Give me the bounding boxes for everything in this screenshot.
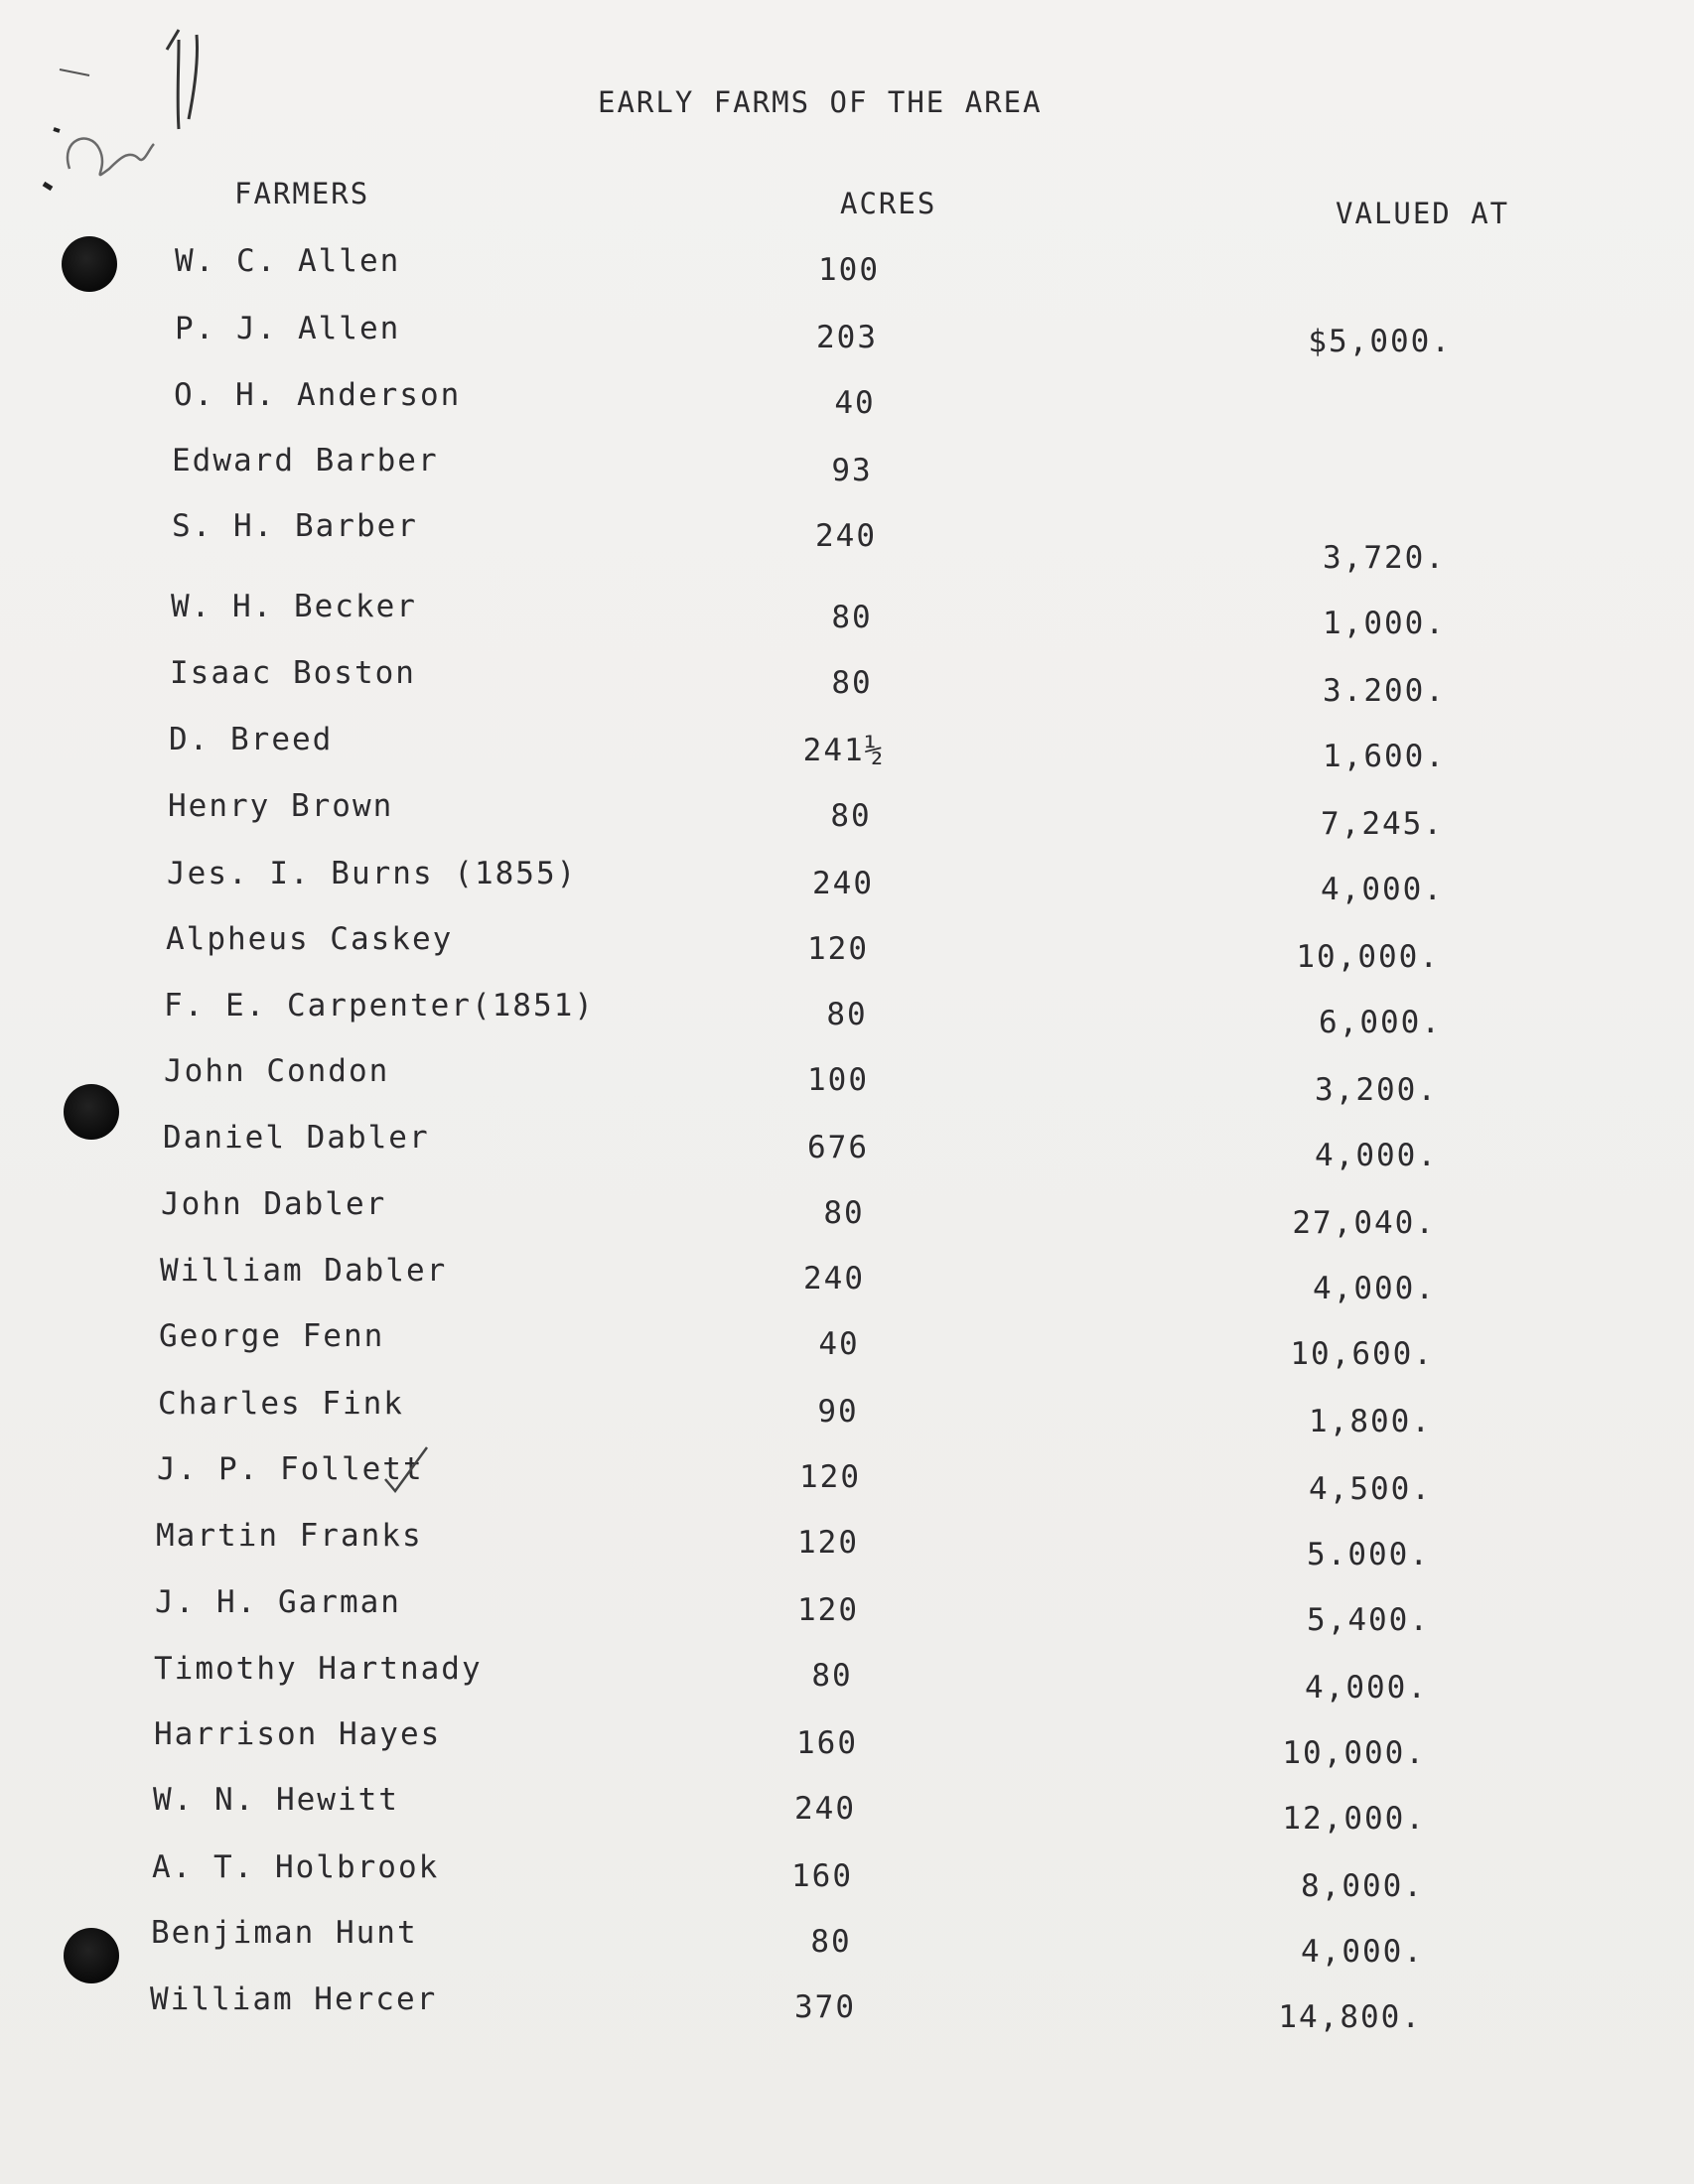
- farm-value: 10,000.: [1282, 1735, 1426, 1771]
- farm-value: 4,500.: [1309, 1471, 1432, 1507]
- farm-acres: 120: [797, 1525, 859, 1561]
- farmer-name: William Hercer: [150, 1981, 438, 2017]
- farm-value: 3.200.: [1323, 673, 1446, 709]
- farmer-name: D. Breed: [169, 722, 334, 757]
- farm-value: 8,000.: [1301, 1868, 1424, 1904]
- farmer-name: O. H. Anderson: [174, 377, 462, 413]
- farmer-name: W. H. Becker: [171, 589, 417, 624]
- farmer-name: John Condon: [164, 1053, 390, 1089]
- farm-value: 1,000.: [1323, 606, 1446, 641]
- farm-acres: 203: [816, 320, 878, 355]
- farm-acres: 160: [796, 1725, 858, 1761]
- farmer-name: Martin Franks: [156, 1518, 423, 1554]
- punch-hole-middle: [64, 1084, 119, 1140]
- punch-hole-bottom: [64, 1928, 119, 1983]
- farm-acres: 100: [818, 252, 880, 288]
- farm-acres: 80: [830, 798, 872, 834]
- farm-value: 4,000.: [1315, 1138, 1438, 1173]
- farmer-name: A. T. Holbrook: [152, 1849, 440, 1885]
- farm-acres: 80: [831, 600, 873, 635]
- farm-acres: 241½: [802, 733, 886, 768]
- farmer-name: Charles Fink: [158, 1386, 404, 1422]
- farmer-name: Jes. I. Burns (1855): [167, 856, 578, 891]
- farm-value: 1,800.: [1309, 1404, 1432, 1439]
- handwritten-check-mark: [377, 1439, 437, 1499]
- farmer-name: Timothy Hartnady: [154, 1651, 483, 1687]
- farm-acres: 240: [812, 866, 874, 901]
- farmer-name: John Dabler: [161, 1186, 387, 1222]
- farm-value: 1,600.: [1323, 739, 1446, 774]
- farmer-name: F. E. Carpenter(1851): [164, 988, 595, 1024]
- farm-acres: 80: [810, 1924, 852, 1960]
- document-title: EARLY FARMS OF THE AREA: [598, 85, 1043, 119]
- farm-value: 4,000.: [1321, 872, 1444, 907]
- farm-acres: 40: [834, 385, 876, 421]
- farm-value: 5,400.: [1307, 1602, 1430, 1638]
- farmer-name: Daniel Dabler: [163, 1120, 430, 1156]
- farmer-name: Benjiman Hunt: [151, 1915, 418, 1951]
- farmer-name: J. H. Garman: [155, 1584, 401, 1620]
- column-header-valued-at: VALUED AT: [1336, 197, 1510, 230]
- farm-acres: 90: [817, 1394, 859, 1430]
- farm-acres: 370: [794, 1989, 856, 2025]
- farm-acres: 80: [811, 1658, 853, 1694]
- farmer-name: William Dabler: [160, 1253, 448, 1289]
- farm-value: 3,720.: [1323, 540, 1446, 576]
- farm-acres: 120: [807, 931, 869, 967]
- farmer-name: J. P. Follett: [157, 1451, 424, 1487]
- farmer-name: Henry Brown: [168, 788, 394, 824]
- farm-acres: 100: [807, 1062, 869, 1098]
- farm-value: 14,800.: [1278, 1999, 1422, 2035]
- farm-acres: 93: [831, 453, 873, 488]
- farm-value: 12,000.: [1282, 1801, 1426, 1837]
- farm-value: 6,000.: [1319, 1005, 1442, 1040]
- farm-acres: 240: [794, 1791, 856, 1827]
- farm-value: 5.000.: [1307, 1537, 1430, 1572]
- farmer-name: W. N. Hewitt: [153, 1782, 399, 1818]
- farm-value: 4,000.: [1305, 1670, 1428, 1706]
- farmer-name: George Fenn: [159, 1318, 385, 1354]
- farm-value: $5,000.: [1308, 324, 1452, 359]
- farmer-name: Edward Barber: [172, 443, 439, 478]
- farm-value: 3,200.: [1315, 1072, 1438, 1108]
- farm-acres: 160: [791, 1858, 853, 1894]
- farm-acres: 240: [815, 518, 877, 554]
- farmer-name: Harrison Hayes: [154, 1716, 442, 1752]
- farm-value: 10,600.: [1290, 1336, 1434, 1372]
- column-header-farmers: FARMERS: [234, 177, 370, 210]
- farmer-name: Isaac Boston: [170, 655, 416, 691]
- farm-acres: 80: [826, 997, 868, 1032]
- farmer-name: S. H. Barber: [172, 508, 418, 544]
- farm-acres: 40: [818, 1326, 860, 1362]
- farm-acres: 80: [831, 665, 873, 701]
- farm-acres: 120: [799, 1459, 861, 1495]
- farmer-name: W. C. Allen: [175, 243, 401, 279]
- farmer-name: P. J. Allen: [175, 311, 401, 346]
- handwritten-page-mark: [30, 20, 199, 199]
- farm-value: 27,040.: [1292, 1205, 1436, 1241]
- farm-value: 10,000.: [1296, 939, 1440, 975]
- farm-acres: 120: [797, 1592, 859, 1628]
- farm-value: 4,000.: [1313, 1271, 1436, 1306]
- farmer-name: Alpheus Caskey: [166, 921, 454, 957]
- farm-value: 4,000.: [1301, 1934, 1424, 1970]
- farm-value: 7,245.: [1321, 806, 1444, 842]
- punch-hole-top: [62, 236, 117, 292]
- farm-acres: 80: [823, 1195, 865, 1231]
- column-header-acres: ACRES: [840, 187, 937, 220]
- farm-acres: 240: [803, 1261, 865, 1297]
- farm-acres: 676: [807, 1130, 869, 1165]
